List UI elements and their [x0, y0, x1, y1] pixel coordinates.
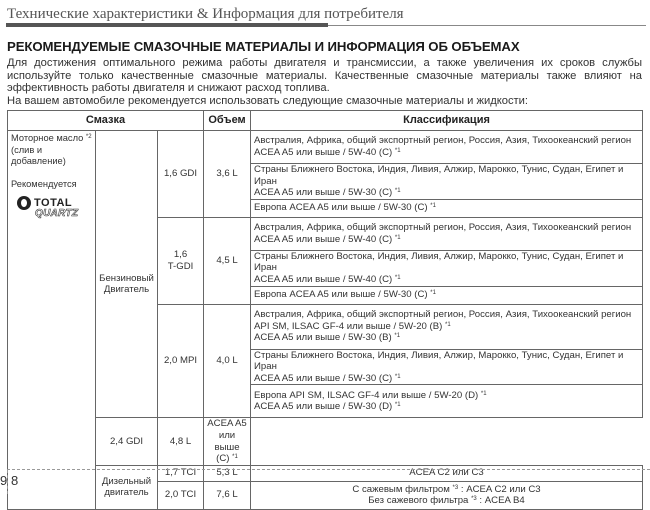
header-rule-thin	[328, 25, 646, 26]
classification-cell	[251, 349, 643, 385]
footnote-ref: *1	[480, 390, 487, 397]
class-line: ACEA A5 или выше / 5W-40 (C)	[254, 273, 393, 285]
chapter-header: Технические характеристики & Информация для потребителя	[7, 6, 404, 22]
classification-cell	[251, 286, 643, 304]
classification-cell	[251, 250, 643, 286]
table-row	[8, 131, 643, 164]
footnote-ref: *1	[394, 373, 401, 380]
footnote-ref: *1	[394, 234, 401, 241]
classification-cell: ACEA C2 или C3	[251, 465, 643, 481]
footnote-ref: *3	[452, 484, 459, 491]
classification-cell	[251, 164, 643, 200]
footnote-ref: *1	[430, 290, 436, 297]
footnote-ref: *3	[471, 496, 477, 503]
class-line: ACEA A5 или выше / 5W-30 (D)	[254, 401, 393, 413]
header-classification: Классификация	[251, 111, 643, 131]
section-title: РЕКОМЕНДУЕМЫЕ СМАЗОЧНЫЕ МАТЕРИАЛЫ И ИНФОРМАЦИЯ ОБ ОБЪЕМАХ	[7, 39, 520, 54]
footnote-ref: *1	[394, 402, 401, 409]
classification-cell	[251, 385, 643, 418]
recommended-label: Рекомендуется	[11, 178, 77, 189]
intro-text	[7, 57, 642, 107]
classification-cell	[251, 304, 643, 349]
engine-volume: 4,5 L	[204, 217, 251, 304]
engine-name-line: 1,6	[173, 249, 188, 261]
engine-volume: 5,3 L	[204, 465, 251, 481]
engine-volume: 3,6 L	[204, 131, 251, 218]
total-logo-icon	[17, 196, 31, 210]
class-line: Страны Ближнего Востока, Индия, Ливия, Алжир, Марокко, Тунис, Судан, Египет и Иран	[254, 349, 624, 373]
classification-cell	[251, 131, 643, 164]
table-header-row	[8, 111, 643, 131]
page-number-right: 8	[11, 473, 19, 488]
engine-volume: 4,0 L	[204, 304, 251, 418]
class-line: API SM, ILSAC GF-4 или выше / 5W-20 (B)	[254, 320, 443, 332]
intro-paragraph: Для достижения оптимального режима работы двигателя и трансмиссии, а также увеличения их сроков службы используйте только качественные смазочные материалы. Качественные смазочные материалы также влияют на эффективность работы двигателя и снижают расход топлива.	[7, 57, 642, 95]
total-logo-text: TOTAL	[34, 196, 73, 209]
engine-name: 2,0 TCI	[158, 481, 204, 509]
page-border-dashed	[7, 469, 650, 470]
class-line: ACEA A5 или выше / 5W-40 (C)	[254, 233, 393, 245]
classification-cell	[251, 199, 643, 217]
class-line: Европа ACEA A5 или выше / 5W-30 (C)	[254, 289, 428, 301]
class-line: Страны Ближнего Востока, Индия, Ливия, Алжир, Марокко, Тунис, Судан, Египет и Иран	[254, 250, 624, 274]
class-line: Европа API SM, ILSAC GF-4 или выше / 5W-20 (D)	[254, 389, 479, 401]
oil-label: Моторное масло	[11, 133, 84, 143]
engine-name-line: T-GDI	[167, 260, 194, 272]
engine-name: 2,0 MPI	[158, 304, 204, 418]
header-volume: Объем	[204, 111, 251, 131]
engine-volume: 7,6 L	[204, 481, 251, 509]
header-rule-thick	[6, 23, 328, 27]
footnote-ref: *1	[430, 203, 436, 210]
footnote-ref: *1	[232, 454, 238, 461]
footnote-ref: *1	[394, 274, 401, 281]
class-line: Европа ACEA A5 или выше / 5W-30 (C)	[254, 202, 428, 214]
header-lubricant: Смазка	[8, 111, 204, 131]
class-line: С сажевым фильтром	[352, 483, 450, 495]
class-line: ACEA A5 или выше / 5W-30 (B)	[254, 332, 392, 344]
footnote-ref: *1	[394, 148, 401, 154]
footnote-ref: *2	[85, 134, 92, 140]
class-line: : ACEA C2 или C3	[460, 483, 541, 495]
engine-name	[158, 217, 204, 304]
class-line: Без сажевого фильтра	[368, 495, 469, 507]
classification-cell	[204, 418, 251, 465]
footnote-ref: *1	[394, 188, 401, 195]
class-line: Страны Ближнего Востока, Индия, Ливия, Алжир, Марокко, Тунис, Судан, Египет и Иран	[254, 164, 624, 187]
class-line: : ACEA B4	[479, 495, 525, 507]
table-row	[8, 465, 643, 481]
engine-name: 2,4 GDI	[96, 418, 158, 465]
class-line: ACEA A5 или выше (C)	[207, 418, 247, 465]
intro-paragraph-2: На вашем автомобиле рекомендуется использовать следующие смазочные материалы и жидкости:	[7, 94, 529, 107]
class-line: Австралия, Африка, общий экспортный регион, Россия, Азия, Тихоокеанский регион	[254, 222, 632, 234]
page-number-left: 9	[0, 473, 8, 488]
diesel-engine-cell: Дизельный двигатель	[96, 465, 158, 509]
footnote-ref: *1	[394, 333, 401, 340]
engine-oil-cell	[8, 131, 96, 510]
engine-name: 1,7 TCI	[158, 465, 204, 481]
classification-cell	[251, 481, 643, 509]
class-line: Австралия, Африка, общий экспортный регион, Россия, Азия, Тихоокеанский регион	[254, 309, 632, 321]
oil-label-2: (слив и добавление)	[11, 144, 66, 167]
class-line: ACEA A5 или выше / 5W-30 (C)	[254, 372, 393, 384]
quartz-logo-text: QUARTZ	[35, 208, 79, 220]
engine-name: 1,6 GDI	[158, 131, 204, 218]
lubricant-table	[7, 110, 643, 510]
engine-volume: 4,8 L	[158, 418, 204, 465]
oil-label-line	[11, 133, 92, 145]
class-line: ACEA A5 или выше / 5W-40 (C)	[254, 147, 393, 158]
class-line: Австралия, Африка, общий экспортный регион, Россия, Азия, Тихоокеанский регион	[254, 135, 632, 147]
footnote-ref: *1	[445, 321, 451, 328]
table-row	[8, 418, 643, 465]
petrol-engine-cell: Бензиновый Двигатель	[96, 131, 158, 418]
class-line: ACEA A5 или выше / 5W-30 (C)	[254, 187, 393, 199]
classification-cell	[251, 217, 643, 250]
